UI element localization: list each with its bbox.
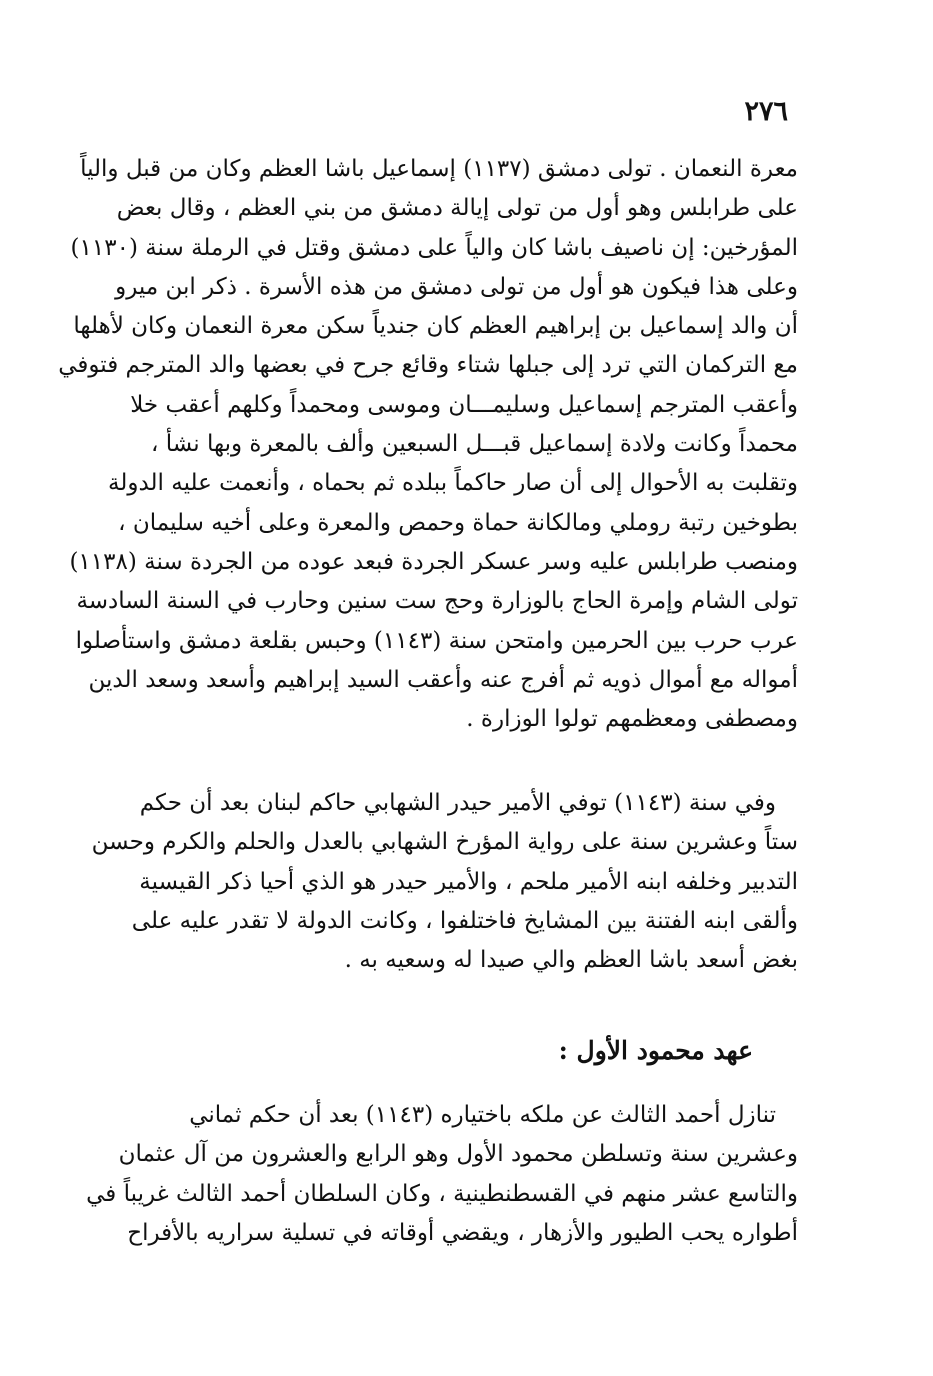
text-line: ومنصب طرابلس عليه وسر عسكر الجردة فبعد عوده من الجردة سنة (١١٣٨) xyxy=(69,548,798,575)
text-line: تنازل أحمد الثالث عن ملكه باختياره (١١٤٣) بعد أن حكم ثماني xyxy=(189,1102,776,1128)
text-line: والتاسع عشر منهم في القسطنطينية ، وكان السلطان أحمد الثالث غريباً في xyxy=(86,1180,798,1207)
text-line: ستاً وعشرين سنة على رواية المؤرخ الشهابي بالعدل والحلم والكرم وحسن xyxy=(91,829,798,856)
page-number: ٢٧٦ xyxy=(744,96,788,127)
text-line: وفي سنة (١١٤٣) توفي الأمير حيدر الشهابي حاكم لبنان بعد أن حكم xyxy=(139,790,776,816)
text-line: التدبير وخلفه ابنه الأمير ملحم ، والأمير حيدر هو الذي أحيا ذكر القيسية xyxy=(139,868,798,895)
paragraph-3 xyxy=(86,1096,798,1253)
text-line: وألقى ابنه الفتنة بين المشايخ فاختلفوا ، وكانت الدولة لا تقدر عليه على xyxy=(131,907,798,934)
text-line: بغض أسعد باشا العظم والي صيدا له وسعيه به . xyxy=(344,947,798,974)
text-line: أطواره يحب الطيور والأزهار ، ويقضي أوقاته في تسلية سراريه بالأفراح xyxy=(127,1219,798,1246)
paragraph-2 xyxy=(91,784,798,980)
section-heading: عهد محمود الأول : xyxy=(558,1036,753,1065)
text-line: وأعقب المترجم إسماعيل وسليمـــان وموسى ومحمداً وكلهم أعقب خلا xyxy=(130,391,798,418)
paragraph-1 xyxy=(58,150,798,739)
text-line: بطوخين رتبة روملي ومالكانة حماة وحمص والمعرة وعلى أخيه سليمان ، xyxy=(118,509,798,536)
text-line: معرة النعمان . تولى دمشق (١١٣٧) إسماعيل باشا العظم وكان من قبل والياً xyxy=(80,156,798,182)
text-line: على طرابلس وهو أول من تولى إيالة دمشق من بني العظم ، وقال بعض xyxy=(116,195,798,222)
text-line: ومصطفى ومعظمهم تولوا الوزارة . xyxy=(466,706,798,733)
text-line: أن والد إسماعيل بن إبراهيم العظم كان جندياً سكن معرة النعمان وكان لأهلها xyxy=(73,313,798,340)
text-line: وعلى هذا فيكون هو أول من تولى دمشق من هذه الأسرة . ذكر ابن ميرو xyxy=(115,273,798,300)
text-line: وعشرين سنة وتسلطن محمود الأول وهو الرابع والعشرون من آل عثمان xyxy=(118,1141,798,1168)
text-line: تولى الشام وإمرة الحاج بالوزارة وحج ست سنين وحارب في السنة السادسة xyxy=(76,588,798,615)
text-line: محمداً وكانت ولادة إسماعيل قبـــل السبعين وألف بالمعرة وبها نشأ ، xyxy=(151,431,798,458)
text-line: وتقلبت به الأحوال إلى أن صار حاكماً ببلده ثم بحماه ، وأنعمت عليه الدولة xyxy=(108,470,798,497)
text-line: المؤرخين: إن ناصيف باشا كان والياً على دمشق وقتل في الرملة سنة (١١٣٠) xyxy=(70,234,798,261)
text-line: عرب حرب بين الحرمين وامتحن سنة (١١٤٣) وحبس بقلعة دمشق واستأصلوا xyxy=(75,627,798,654)
text-line: أمواله مع أموال ذويه ثم أفرج عنه وأعقب السيد إبراهيم وأسعد وسعد الدين xyxy=(88,666,798,693)
text-line: مع التركمان التي ترد إلى جبلها شتاء وقائع جرح في بعضها والد المترجم فتوفي xyxy=(58,352,798,379)
